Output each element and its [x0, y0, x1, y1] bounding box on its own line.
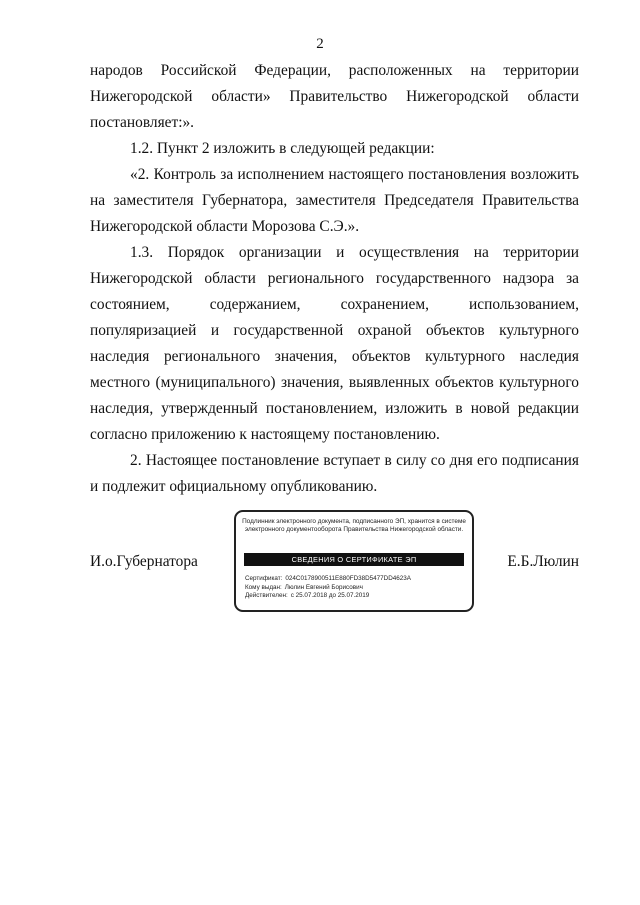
- stamp-validity-row: [245, 592, 466, 601]
- signatory-name: Е.Б.Люлин: [507, 553, 579, 570]
- paragraph-1-3: 1.3. Порядок организации и осуществления на территории Нижегородской области регионального государственного надзора за состоянием, содержанием, сохранением, использованием, популяризацией и государственной охраной объектов культурного наследия регионального значения, объектов культурного наследия местного (муниципального) значения, выявленных объектов культурного наследия, утвержденный постановлением, изложить в новой редакции согласно приложению к настоящему постановлению.: [90, 244, 579, 443]
- stamp-certificate-value: 024C0178900511E880FD38D5477DD4623A: [285, 575, 411, 582]
- stamp-certificate-label: Сертификат:: [245, 575, 283, 582]
- page-number: 2: [316, 36, 324, 52]
- paragraph-continuation: народов Российской Федерации, расположенных на территории Нижегородской области» Правительство Нижегородской области постановляет:».: [90, 62, 579, 131]
- stamp-notice: Подлинник электронного документа, подписанного ЭП, хранится в системе электронного документооборота Правительства Нижегородской области.: [242, 518, 466, 533]
- electronic-signature-stamp: [234, 510, 474, 612]
- stamp-certificate-row: [245, 575, 466, 584]
- stamp-validity-label: Действителен:: [245, 592, 288, 599]
- stamp-issued-to-label: Кому выдан:: [245, 583, 282, 591]
- stamp-issued-to-value: Люлин Евгений Борисович: [284, 583, 363, 591]
- paragraph-1-2: 1.2. Пункт 2 изложить в следующей редакции:: [130, 140, 435, 157]
- stamp-details: [245, 575, 466, 601]
- signatory-position: И.о.Губернатора: [90, 553, 198, 570]
- paragraph-quote-2: «2. Контроль за исполнением настоящего постановления возложить на заместителя Губернатора, заместителя Председателя Правительства Нижегородской области Морозова С.Э.».: [90, 166, 579, 235]
- document-body: [90, 58, 579, 500]
- stamp-certificate-header: СВЕДЕНИЯ О СЕРТИФИКАТЕ ЭП: [244, 553, 464, 566]
- stamp-validity-value: с 25.07.2018 до 25.07.2019: [290, 592, 370, 599]
- stamp-issued-to-row: [245, 584, 466, 593]
- paragraph-2: 2. Настоящее постановление вступает в силу со дня его подписания и подлежит официальному опубликованию.: [90, 452, 579, 495]
